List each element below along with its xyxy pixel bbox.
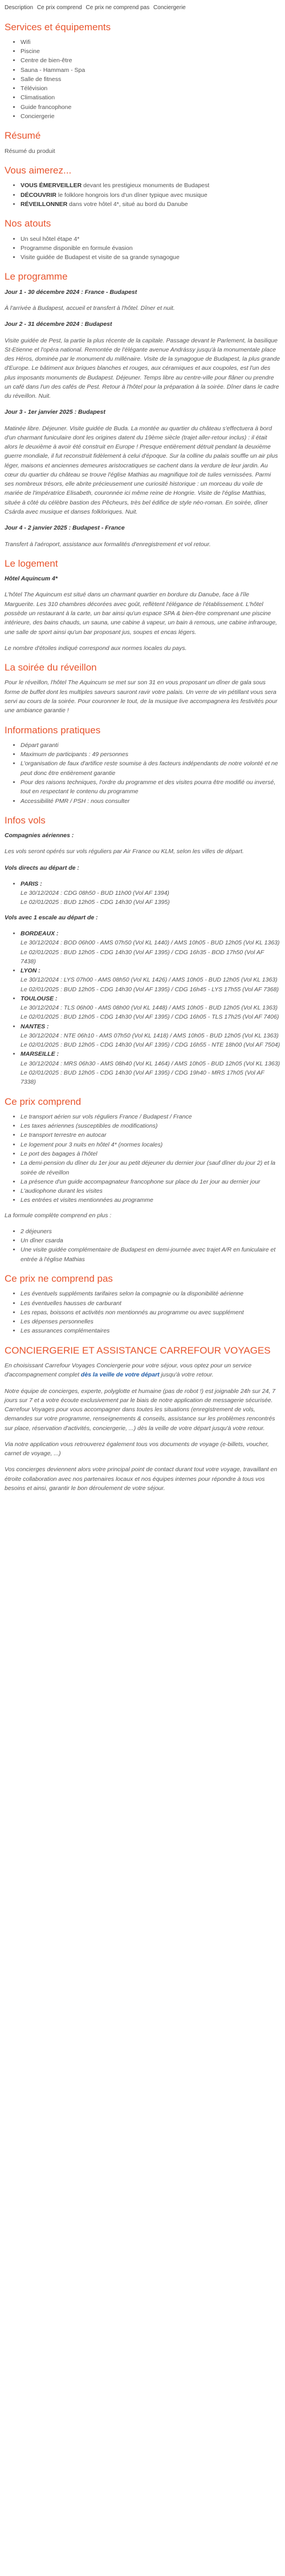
- comprend-item: • Le transport terrestre en autocar: [21, 1130, 280, 1140]
- flight-line: Le 02/01/2025 : BUD 12h05 - CDG 14h30 (Vol AF 1395) / CDG 19h40 - MRS 17h05 (Vol AF 7338): [21, 1069, 264, 1086]
- services-item: • Conciergerie: [21, 112, 280, 121]
- formule-item: • Une visite guidée complémentaire de Budapest en demi-journée avec trajet A/R en funiculaire et entrée à l'église Mathias: [21, 1245, 280, 1264]
- ne-comprend-item: • Les éventuels suppléments tarifaires selon la compagnie ou la disponibilité aérienne: [21, 1289, 280, 1298]
- soiree-title: La soirée du réveillon: [5, 662, 97, 673]
- conciergerie-p1-after: jusqu'à votre retour.: [159, 1371, 214, 1379]
- services-item: • Centre de bien-être: [21, 56, 280, 65]
- flight-line: Le 30/12/2024 : TLS 06h00 - AMS 08h00 (Vol KL 1448) / AMS 10h05 - BUD 12h05 (Vol KL 1363): [21, 1004, 278, 1012]
- services-item: • Salle de fitness: [21, 75, 280, 84]
- tab-conciergerie[interactable]: Conciergerie: [153, 5, 186, 11]
- flight-line: Le 02/01/2025 : BUD 12h05 - CDG 14h30 (Vol AF 1395): [21, 899, 170, 906]
- aimerez-item: [21, 181, 280, 190]
- logement-body: [5, 574, 280, 653]
- formule-item: • Un dîner csarda: [21, 1236, 280, 1245]
- city-name: NANTES :: [21, 1023, 49, 1030]
- conciergerie-p1: [5, 1361, 280, 1380]
- services-item: • Sauna - Hammam - Spa: [21, 66, 280, 75]
- city-name: MARSEILLE :: [21, 1051, 59, 1058]
- flight-line: Le 30/12/2024 : CDG 08h50 - BUD 11h00 (Vol AF 1394): [21, 890, 169, 897]
- companies-label: Compagnies aériennes :: [5, 832, 74, 839]
- city-name: BORDEAUX :: [21, 930, 59, 938]
- infos-vols-title: Infos vols: [5, 814, 46, 826]
- direct-label: Vols directs au départ de :: [5, 864, 79, 871]
- flight-line: Le 30/12/2024 : NTE 06h10 - AMS 07h50 (Vol KL 1418) / AMS 10h05 - BUD 12h05 (Vol KL 1363): [21, 1032, 279, 1039]
- conciergerie-body: [5, 1361, 280, 1493]
- escale-list: [5, 929, 280, 1087]
- city-name: LYON :: [21, 967, 40, 975]
- infos-pratiques-item: • Pour des raisons techniques, l'ordre du programme et des visites pourra être modifié ou inversé, tout en respectant le contenu du programme: [21, 778, 280, 797]
- programme-body: [5, 288, 280, 549]
- atouts-title: Nos atouts: [5, 218, 51, 229]
- aimerez-item: [21, 200, 280, 209]
- tab-bar: [5, 3, 280, 13]
- services-item: • Climatisation: [21, 93, 280, 102]
- conciergerie-p3: Via notre application vous retrouverez également tous vos documents de voyage (e-billets, voucher, carnet de voyage, ...): [5, 1440, 269, 1457]
- tab-description[interactable]: Description: [5, 5, 34, 11]
- escale-city-item: [21, 1022, 280, 1050]
- tab-ce-prix-comprend[interactable]: Ce prix comprend: [36, 5, 82, 11]
- tab-ce-prix-ne-comprend-pas[interactable]: Ce prix ne comprend pas: [85, 5, 150, 11]
- comprend-title: Ce prix comprend: [5, 1096, 82, 1107]
- comprend-item: • Les taxes aériennes (susceptibles de modifications): [21, 1121, 280, 1130]
- logement-title: Le logement: [5, 558, 58, 569]
- escale-city-item: [21, 966, 280, 994]
- comprend-item: • La demi-pension du dîner du 1er jour au petit déjeuner du dernier jour (sauf dîner du jour 2) et la soirée de réveillon: [21, 1158, 280, 1177]
- flight-line: Le 30/12/2024 : LYS 07h00 - AMS 08h50 (Vol KL 1426) / AMS 10h05 - BUD 12h05 (Vol KL 1363): [21, 976, 278, 984]
- flight-line: Le 30/12/2024 : MRS 06h30 - AMS 08h40 (Vol KL 1464) / AMS 10h05 - BUD 12h05 (Vol KL 1363): [21, 1060, 280, 1067]
- atouts-item: • Programme disponible en formule évasion: [21, 244, 280, 253]
- comprend-item: • Le port des bagages à l'hôtel: [21, 1149, 280, 1158]
- day-title: Jour 4 - 2 janvier 2025 : Budapest - France: [5, 524, 125, 532]
- ne-comprend-item: • Les assurances complémentaires: [21, 1326, 280, 1335]
- infos-pratiques-item: • L'organisation de faux d'artifice reste soumise à des facteurs indépendants de notre volonté et ne peut donc être entièrement garantie: [21, 759, 280, 778]
- services-item: • Piscine: [21, 47, 280, 56]
- conciergerie-p2: Notre équipe de concierges, experte, polyglotte et humaine (pas de robot !) est joignable 24h sur 24, 7 jours sur 7 et a votre écoute exclusivement par le biais de notre application de messagerie sécurisée. Carrefour Voyages pour vous accompagner dans toutes les situations (enregistrement de vols, demandes sur votre programme, renseignements & conseils, assistance sur les problèmes rencontrés sur place, réservation d'activités, conciergerie, ...) dès la veille de votre départ jusqu'à votre retour.: [5, 1387, 276, 1432]
- ne-comprend-item: • Les repas, boissons et activités non mentionnés au programme ou avec supplément: [21, 1308, 280, 1317]
- ne-comprend-list: [5, 1289, 280, 1335]
- formule-item: • 2 déjeuners: [21, 1227, 280, 1236]
- direct-city-item: [21, 879, 280, 907]
- aimerez-list: [5, 181, 280, 209]
- aimerez-item-bold: VOUS ÉMERVEILLER: [21, 182, 82, 189]
- escale-label: Vols avec 1 escale au départ de :: [5, 914, 98, 921]
- hotel-name: Hôtel Aquincum 4*: [5, 575, 58, 583]
- aimerez-title: Vous aimerez...: [5, 164, 72, 176]
- infos-pratiques-title: Informations pratiques: [5, 724, 101, 736]
- city-name: TOULOUSE :: [21, 995, 58, 1002]
- atouts-item: • Un seul hôtel étape 4*: [21, 235, 280, 244]
- services-item: • Wifi: [21, 38, 280, 47]
- infos-pratiques-item: • Départ garanti: [21, 741, 280, 750]
- comprend-item: • Le logement pour 3 nuits en hôtel 4* (normes locales): [21, 1140, 280, 1149]
- aimerez-item-bold: DÉCOUVRIR: [21, 191, 57, 199]
- services-title: Services et équipements: [5, 21, 111, 33]
- flight-line: Le 02/01/2025 : BUD 12h05 - CDG 14h30 (Vol AF 1395) / CDG 16h45 - LYS 17h55 (Vol AF 7368): [21, 986, 279, 993]
- infos-pratiques-item: • Accessibilité PMR / PSH : nous consulter: [21, 797, 280, 806]
- flight-line: Le 02/01/2025 : BUD 12h05 - CDG 14h30 (Vol AF 1395) / CDG 16h55 - NTE 18h00 (Vol AF 7504): [21, 1041, 280, 1049]
- conciergerie-p4: Vos concierges deviennent alors votre principal point de contact durant tout votre voyage, travaillant en étroite collaboration avec nos partenaires locaux et nos équipes internes pour répondre à tous vos besoins et ainsi, garantir le bon déroulement de votre séjour.: [5, 1466, 278, 1492]
- programme-title: Le programme: [5, 271, 68, 282]
- day-title: Jour 2 - 31 décembre 2024 : Budapest: [5, 321, 112, 328]
- atouts-list: [5, 235, 280, 263]
- city-name: PARIS :: [21, 880, 42, 887]
- flight-line: Le 02/01/2025 : BUD 12h05 - CDG 14h30 (Vol AF 1395) / CDG 16h35 - BOD 17h50 (Vol AF 7438): [21, 948, 264, 965]
- comprend-item: • L'audiophone durant les visites: [21, 1186, 280, 1196]
- comprend-item: • Les entrées et visites mentionnées au programme: [21, 1196, 280, 1205]
- escale-city-item: [21, 929, 280, 966]
- conciergerie-title: CONCIERGERIE ET ASSISTANCE CARREFOUR VOYAGES: [5, 1344, 271, 1356]
- resume-text: Résumé du produit: [5, 147, 55, 155]
- companies-text: Les vols seront opérés sur vols réguliers par Air France ou KLM, selon les villes de départ.: [5, 848, 244, 855]
- resume-title: Résumé: [5, 130, 41, 142]
- flight-line: Le 02/01/2025 : BUD 12h05 - CDG 14h30 (Vol AF 1395) / CDG 16h05 - TLS 17h25 (Vol AF 7406): [21, 1014, 279, 1021]
- services-item: • Guide francophone: [21, 103, 280, 112]
- services-list: [5, 38, 280, 121]
- comprend-item: • Le transport aérien sur vols réguliers France / Budapest / France: [21, 1112, 280, 1121]
- aimerez-item: [21, 191, 280, 200]
- formule-label: La formule complète comprend en plus :: [5, 1212, 112, 1219]
- day-title: Jour 3 - 1er janvier 2025 : Budapest: [5, 409, 105, 416]
- ne-comprend-item: • Les éventuelles hausses de carburant: [21, 1299, 280, 1308]
- day-text: Visite guidée de Pest, la partie la plus récente de la capitale. Passage devant le Parlement, la basilique St-Etienne et l'opéra national. Remontée de l'élégante avenue Andrássy jusqu'à la monumentale place des Héros, dominée par le monument du millénaire. Visite de la synagogue de Budapest, la plus grande d'Europe. Le bâtiment aux briques blanches et rouges, aux céramiques et aux coupoles, est l'un des plus imposants monuments de Budapest. Déjeuner. Temps libre au centre-ville pour flâner ou prendre un café dans l'un des cafés de Pest. Retour à l'hôtel pour la préparation à la soirée. Dîner dans le cadre du réveillon. Nuit.: [5, 337, 280, 400]
- comprend-item: • La présence d'un guide accompagnateur francophone sur place du 1er jour au dernier jour: [21, 1177, 280, 1186]
- day-text: À l'arrivée à Budapest, accueil et transfert à l'hôtel. Dîner et nuit.: [5, 304, 175, 312]
- infos-vols-body: [5, 831, 280, 1087]
- day-text: Transfert à l'aéroport, assistance aux formalités d'enregistrement et vol retour.: [5, 540, 211, 548]
- aimerez-item-text: dans votre hôtel 4*, situé au bord du Danube: [67, 200, 188, 208]
- aimerez-item-text: devant les prestigieux monuments de Budapest: [82, 182, 210, 189]
- flight-line: Le 30/12/2024 : BOD 06h00 - AMS 07h50 (Vol KL 1440) / AMS 10h05 - BUD 12h05 (Vol KL 1363): [21, 939, 280, 947]
- conciergerie-p1-highlight: dès la veille de votre départ: [80, 1371, 160, 1379]
- day-text: Matinée libre. Déjeuner. Visite guidée de Buda. La montée au quartier du château s'effectuera à bord d'un charmant funiculaire dont les origines datent du 19ème siècle (trajet aller-retour inclus) : il était alors le deuxième à avoir été construit en Europe ! Presque entièrement détruit pendant la deuxième guerre mondiale, il fut reconstruit fidèlement à celui d'époque. Sur la colline du palais souffle un air plus léger, maisons et anciennes demeures aristocratiques se cachent dans la verdure de leur jardin. Au cœur du quartier du château se trouve l'église Mathias au magnifique toit de tuiles vernissées. Parmi ses nombreux trésors, elle abrite précieusement une curiosité historique : un morceau du voile de mariée de l'impératrice Elisabeth, couronnée ici même reine de Hongrie. Visite de l'église Matthias, située à côté du célèbre bastion des Pêcheurs, très bel édifice de style néo-roman. En soirée, dîner Csárda avec musique et danses folkloriques. Nuit.: [5, 425, 278, 516]
- day-title: Jour 1 - 30 décembre 2024 : France - Budapest: [5, 288, 137, 296]
- infos-pratiques-list: [5, 741, 280, 806]
- formule-list: [5, 1227, 280, 1264]
- services-item: • Télévision: [21, 84, 280, 93]
- aimerez-item-text: le folklore hongrois lors d'un dîner typique avec musique: [56, 191, 207, 199]
- conciergerie-p1-before: En choisissant Carrefour Voyages Conciergerie pour votre séjour, vous optez pour un service d'accompagnement complet: [5, 1362, 252, 1379]
- ne-comprend-title: Ce prix ne comprend pas: [5, 1273, 113, 1284]
- direct-list: [5, 879, 280, 907]
- soiree-text: Pour le réveillon, l'hôtel The Aquincum se met sur son 31 en vous proposant un dîner de gala sous forme de buffet dont les multiples saveurs sauront ravir votre palais. Un verre de vin pétillant vous sera servi au cours de la soirée. Pour couronner le tout, de la musique live accompagnera les festivités pour une ambiance garantie !: [5, 679, 278, 714]
- infos-pratiques-item: • Maximum de participants : 49 personnes: [21, 750, 280, 759]
- escale-city-item: [21, 994, 280, 1022]
- aimerez-item-bold: RÉVEILLONNER: [21, 200, 68, 208]
- ne-comprend-item: • Les dépenses personnelles: [21, 1317, 280, 1326]
- comprend-list: [5, 1112, 280, 1205]
- hotel-note: Le nombre d'étoiles indiqué correspond aux normes locales du pays.: [5, 644, 187, 652]
- escale-city-item: [21, 1049, 280, 1087]
- hotel-description: L'hôtel The Aquincum est situé dans un charmant quartier en bordure du Danube, face à l'île Marguerite. Les 310 chambres décorées avec goût, reflètent l'élégance de l'établissement. L'hôtel possède un restaurant à la carte, un bar ainsi qu'un espace SPA & bien-être comprenant une piscine intérieure, des bains chauds, un sauna, une cabine à vapeur, un bain à remous, une cabine infrarouge, une salle de sport ainsi qu'un bar proposant jus, soupes et encas légers.: [5, 591, 278, 636]
- atouts-item: • Visite guidée de Budapest et visite de sa grande synagogue: [21, 253, 280, 262]
